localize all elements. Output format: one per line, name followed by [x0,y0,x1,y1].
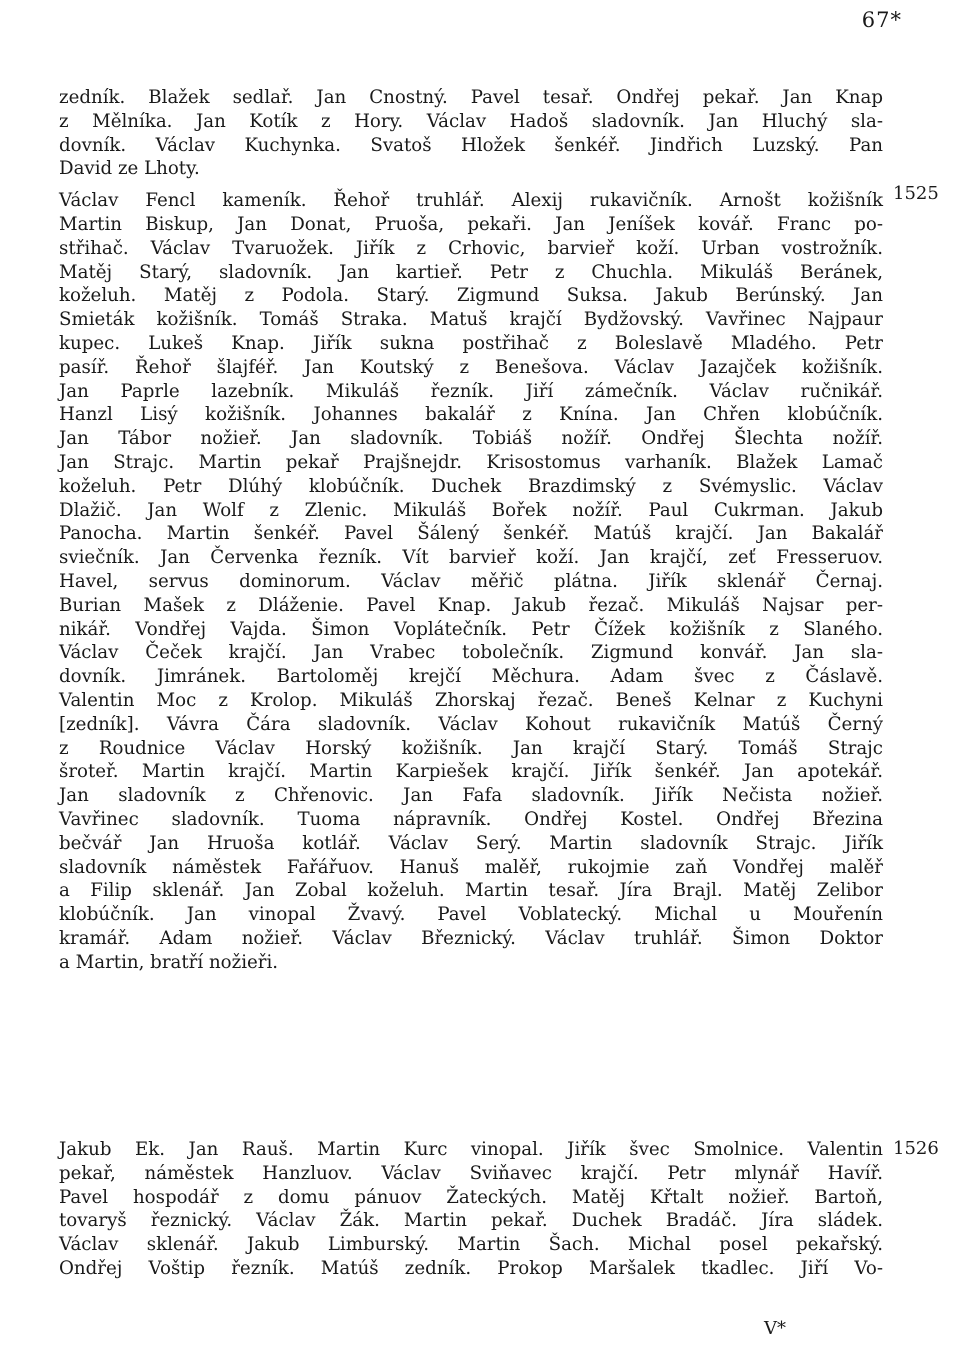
text-line: Panocha. Martin šenkéř. Pavel Šálený šenkéř. Matúš krajčí. Jan Bakalář [59,523,883,545]
text-line: Jan Tábor nožieř. Jan sladovník. Tobiáš nožíř. Ondřej Šlechta nožíř. [59,428,883,450]
text-line: sviečník. Jan Červenka řezník. Vít barvieř koží. Jan krajčí, zeť Fresseruov. [59,547,883,569]
text-line: Martin Biskup, Jan Donat, Pruoša, pekaři. Jan Jeníšek kovář. Franc po- [59,213,883,235]
text-section-2 [59,1138,883,1281]
signature-mark: V* [764,1318,786,1339]
text-line: Pavel hospodář z domu pánuov Žateckých. Matěj Křtalt nožieř. Bartoň, [59,1186,883,1208]
text-line: pasíř. Řehoř šlajféř. Jan Koutský z Benešova. Václav Jazajček kožišník. [59,356,883,378]
text-line: Burian Mašek z Dláženie. Pavel Knap. Jakub řezač. Mikuláš Najsar per- [59,594,883,616]
text-line: Matěj Starý, sladovník. Jan kartieř. Petr z Chuchla. Mikuláš Beránek, [59,261,883,283]
margin-year-1526: 1526 [893,1138,939,1159]
text-line: bečvář Jan Hruoša kotlář. Václav Serý. Martin sladovník Strajc. Jiřík [59,832,883,854]
text-line: nikář. Vondřej Vajda. Šimon Voplátečník. Petr Čížek kožišník z Slaného. [59,618,883,640]
text-line: šroteř. Martin krajčí. Martin Karpiešek krajčí. Jiřík šenkéř. Jan apotekář. [59,761,883,783]
text-line: sladovník náměstek Fařářuov. Hanuš malěř, rukojmie zaň Vondřej malěř [59,856,883,878]
text-line: koželuh. Matěj z Podola. Starý. Zigmund Suksa. Jakub Berúnský. Jan [59,285,883,307]
text-line: z Mělníka. Jan Kotík z Hory. Václav Hadoš sladovník. Jan Hluchý sla- [59,110,883,132]
page-number: 67* [861,8,902,32]
text-line: Jakub Ek. Jan Rauš. Martin Kurc vinopal. Jiřík švec Smolnice. Valentin [59,1139,883,1160]
text-line: [zedník]. Vávra Čára sladovník. Václav Kohout rukavičník Matúš Černý [59,713,883,735]
text-line: dovník. Jimránek. Bartoloměj krejčí Měchura. Adam švec z Čáslavě. [59,666,883,688]
text-line: Václav Fencl kameník. Řehoř truhlář. Alexij rukavičník. Arnošt kožišník [59,190,883,212]
text-line: střihač. Václav Tvaruožek. Jiřík z Crhovic, barvieř koží. Urban vostrožník. [59,237,883,259]
text-line: Vavřinec sladovník. Tuoma nápravník. Ondřej Kostel. Ondřej Březina [59,808,883,830]
text-line: kramář. Adam nožieř. Václav Březnický. Václav truhlář. Šimon Doktor [59,927,883,949]
text-line: koželuh. Petr Dlúhý klobúčník. Duchek Brazdimský z Svémyslic. Václav [59,475,883,497]
text-line: tovaryš řeznický. Václav Žák. Martin pekař. Duchek Bradáč. Jíra sládek. [59,1210,883,1232]
text-line: kupec. Lukeš Knap. Jiřík sukna postřihač z Boleslavě Mladého. Petr [59,332,883,354]
text-line: Václav sklenář. Jakub Limburský. Martin Šach. Michal posel pekařský. [59,1234,883,1256]
text-line: Jan Paprle lazebník. Mikuláš řezník. Jiří zámečník. Václav ručnikář. [59,380,883,402]
text-line: Valentin Moc z Krolop. Mikuláš Zhorskaj řezač. Beneš Kelnar z Kuchyni [59,689,883,711]
text-line: Havel, servus dominorum. Václav měřič plátna. Jiřík sklenář Černaj. [59,570,883,592]
text-line: pekař, náměstek Hanzluov. Václav Sviňavec krajčí. Petr mlynář Havíř. [59,1162,883,1184]
text-line: David ze Lhoty. [59,158,200,180]
text-line: a Martin, bratří nožieři. [59,951,279,973]
text-line: klobúčník. Jan vinopal Žvavý. Pavel Voblatecký. Michal u Mouřenín [59,904,883,926]
text-line: Jan Strajc. Martin pekař Prajšnejdr. Krisostomus varhaník. Blažek Lamač [59,451,883,473]
margin-year-1525: 1525 [893,183,939,204]
text-line: Jan sladovník z Chřenovic. Jan Fafa sladovník. Jiřík Nečista nožieř. [59,785,883,807]
text-line: Hanzl Lisý kožišník. Johannes bakalář z Knína. Jan Chřen klobúčník. [59,404,883,426]
text-section-1 [59,86,883,974]
text-line: Dlažič. Jan Wolf z Zlenic. Mikuláš Bořek nožíř. Paul Cukrman. Jakub [59,499,883,521]
text-line: Václav Čeček krajčí. Jan Vrabec tobolečník. Zigmund konvář. Jan sla- [59,642,883,664]
text-line: Smieták kožišník. Tomáš Straka. Matuš krajčí Bydžovský. Vavřinec Najpaur [59,309,883,331]
text-line: Ondřej Voštip řezník. Matúš zedník. Prokop Maršalek tkadlec. Jiří Vo- [59,1257,883,1279]
text-line: z Roudnice Václav Horský kožišník. Jan krajčí Starý. Tomáš Strajc [59,737,883,759]
text-line: a Filip sklenář. Jan Zobal koželuh. Martin tesař. Jíra Brajl. Matěj Zelibor [59,880,883,902]
text-line: dovník. Václav Kuchynka. Svatoš Hložek šenkéř. Jindřich Luzský. Pan [59,134,883,156]
text-line: zedník. Blažek sedlař. Jan Cnostný. Pavel tesař. Ondřej pekař. Jan Knap [59,87,883,108]
